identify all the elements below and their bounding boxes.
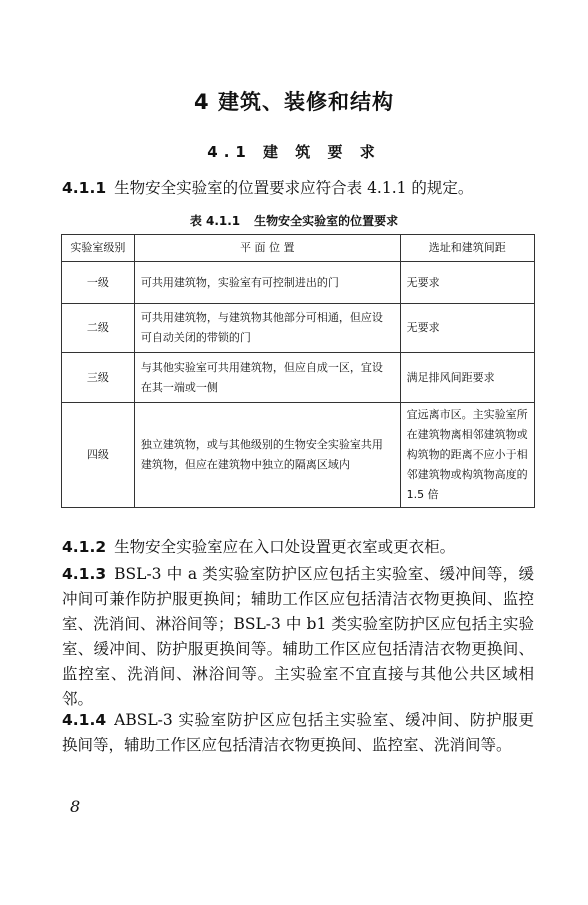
cell-site: 宜远离市区。主实验室所在建筑物离相邻建筑物或构筑物的距离不应小于相邻建筑物或构筑物高度的 1.5 倍	[400, 403, 534, 508]
clause-number: 4.1.1	[62, 179, 107, 197]
clause-4-1-2	[62, 535, 534, 560]
clause-number: 4.1.2	[62, 538, 107, 556]
table-caption	[0, 212, 588, 229]
cell-site: 满足排风间距要求	[400, 353, 534, 403]
table-row	[62, 262, 535, 304]
table-row	[62, 304, 535, 353]
header-level: 实验室级别	[62, 235, 135, 262]
cell-level: 三级	[62, 353, 135, 403]
cell-site: 无要求	[400, 304, 534, 353]
table-header-row	[62, 235, 535, 262]
header-site-spacing: 选址和建筑间距	[400, 235, 534, 262]
cell-site: 无要求	[400, 262, 534, 304]
table-caption-number: 表 4.1.1	[189, 214, 241, 228]
chapter-title: 4 建筑、装修和结构	[194, 90, 394, 114]
clause-4-1-1	[62, 176, 534, 201]
cell-plane: 可共用建筑物，与建筑物其他部分可相通，但应设可自动关闭的带锁的门	[134, 304, 400, 353]
clause-number: 4.1.4	[62, 711, 107, 729]
table-caption-text: 生物安全实验室的位置要求	[254, 214, 399, 228]
cell-level: 一级	[62, 262, 135, 304]
cell-level: 二级	[62, 304, 135, 353]
cell-level: 四级	[62, 403, 135, 508]
clause-4-1-4	[62, 708, 534, 758]
cell-plane: 独立建筑物，或与其他级别的生物安全实验室共用建筑物，但应在建筑物中独立的隔离区域内	[134, 403, 400, 508]
location-requirements-table	[61, 234, 535, 508]
table-row	[62, 353, 535, 403]
clause-4-1-3	[62, 562, 534, 712]
cell-plane: 可共用建筑物，实验室有可控制进出的门	[134, 262, 400, 304]
clause-text: BSL-3 中 a 类实验室防护区应包括主实验室、缓冲间等，缓冲间可兼作防护服更换间；辅助工作区应包括清洁衣物更换间、监控室、洗消间、淋浴间等；BSL-3 中 b1 类实验室防护区应包括主实验室、缓冲间、防护服更换间等。辅助工作区应包括清洁衣物更换间、监控室、洗消间、淋浴间等。主实验室不宜直接与其他公共区域相邻。	[62, 565, 534, 708]
page-number: 8	[70, 797, 81, 816]
header-plane-position: 平 面 位 置	[134, 235, 400, 262]
cell-plane: 与其他实验室可共用建筑物，但应自成一区，宜设在其一端或一侧	[134, 353, 400, 403]
clause-number: 4.1.3	[62, 565, 107, 583]
clause-text: 生物安全实验室应在入口处设置更衣室或更衣柜。	[114, 538, 456, 556]
table-row	[62, 403, 535, 508]
section-title: 4.1 建 筑 要 求	[207, 143, 381, 161]
clause-text: 生物安全实验室的位置要求应符合表 4.1.1 的规定。	[114, 179, 474, 197]
clause-text: ABSL-3 实验室防护区应包括主实验室、缓冲间、防护服更换间等，辅助工作区应包括清洁衣物更换间、监控室、洗消间等。	[62, 711, 534, 754]
